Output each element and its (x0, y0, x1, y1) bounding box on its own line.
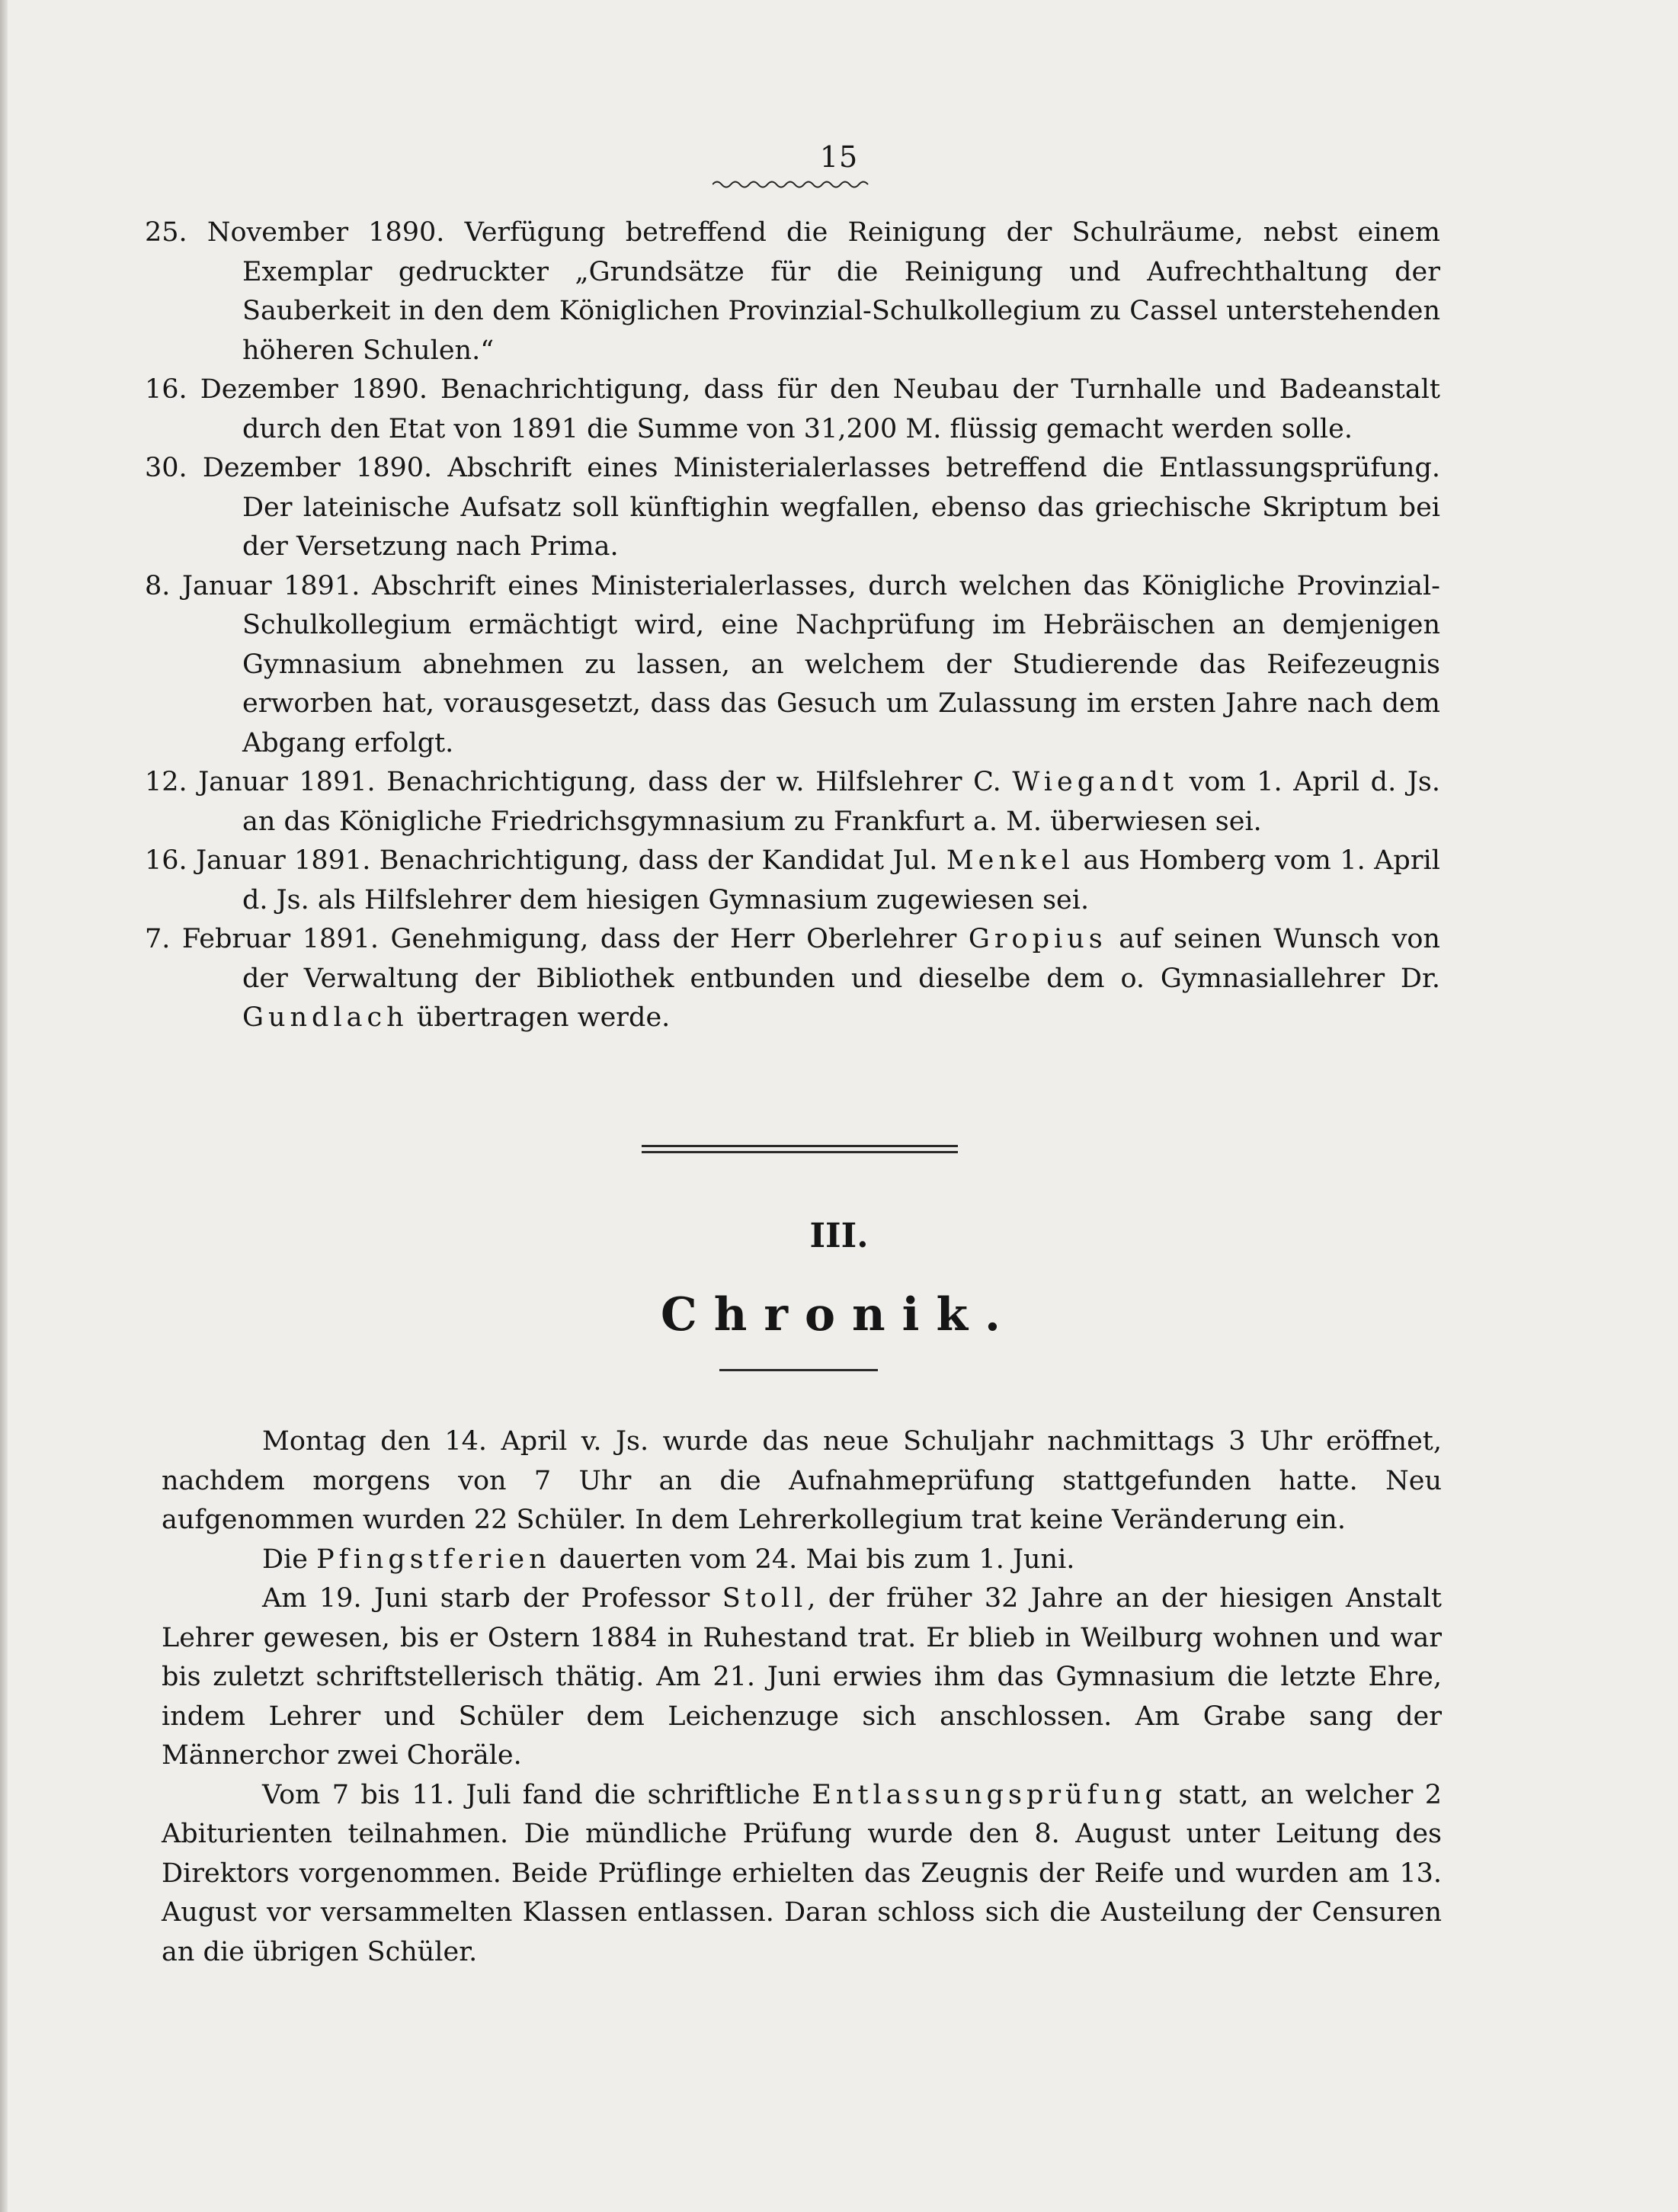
entry-text: Abschrift eines Ministerialerlasses, durch welchen das Königliche Provinzial-Schulkollegium ermächtigt wird, eine Nachprüfung im Hebräischen an demjenigen Gymnasium abnehmen zu lassen, an welchem der Studierende das Reifezeugnis erworben hat, vorausgesetzt, dass das Gesuch um Zulassung im ersten Jahre nach dem Abgang erfolgt. (242, 570, 1441, 758)
paragraph (162, 1422, 1442, 1540)
decree-entry (145, 449, 1440, 567)
decree-entry (145, 370, 1440, 449)
entry-text: Benachrichtigung, dass der Kandidat Jul. (379, 845, 938, 876)
person-name: Wiegandt (1012, 767, 1178, 797)
decree-entry (145, 567, 1440, 764)
entry-date: 16. Dezember 1890. (145, 374, 428, 405)
page-number-ornament (713, 178, 874, 191)
title-underline (719, 1369, 878, 1371)
paragraph (162, 1579, 1442, 1776)
paragraph-text: Am 19. Juni starb der Professor (262, 1583, 710, 1614)
section-title: Chronik. (661, 1288, 1017, 1342)
person-name: Stoll (722, 1583, 808, 1614)
paragraph-text: , der früher 32 Jahre an der hiesigen Anstalt Lehrer gewesen, bis er Ostern 1884 in Ruhestand trat. Er blieb in Weilburg wohnen und war bis zuletzt schriftstellerisch thätig. Am 21. Juni erwies ihm das Gymnasium die letzte Ehre, indem Lehrer und Schüler dem Leichenzuge sich anschlossen. Am Grabe sang der Männerchor zwei Choräle. (162, 1583, 1442, 1771)
paragraph-text: Vom 7 bis 11. Juli fand die schriftliche (262, 1779, 800, 1810)
emphasized-term: Pfingstferien (316, 1544, 551, 1575)
entry-text: Genehmigung, dass der Herr Oberlehrer (390, 924, 957, 954)
entry-date: 30. Dezember 1890. (145, 453, 433, 483)
paragraph (162, 1540, 1442, 1580)
page-edge-shadow (0, 0, 8, 2212)
person-name: Menkel (946, 845, 1075, 876)
entry-date: 12. Januar 1891. (145, 767, 376, 797)
entry-date: 25. November 1890. (145, 217, 445, 248)
page-number: 15 (819, 140, 859, 174)
entry-text: aus Homberg vom 1. April d. Js. als Hilfslehrer dem hiesigen Gymnasium zugewiesen sei. (242, 845, 1440, 915)
paragraph-text: Montag den 14. April v. Js. wurde das neue Schuljahr nachmittags 3 Uhr eröffnet, nachdem morgens von 7 Uhr an die Aufnahmeprüfung stattgefunden hatte. Neu aufgenommen wurden 22 Schüler. In dem Lehrerkollegium trat keine Veränderung ein. (162, 1426, 1442, 1535)
decree-entry (145, 763, 1440, 842)
section-divider (642, 1145, 958, 1157)
decree-entry (145, 213, 1440, 370)
entry-text: Verfügung betreffend die Reinigung der Schulräume, nebst einem Exemplar gedruckter „Grundsätze für die Reinigung und Aufrechthaltung der Sauberkeit in den dem Königlichen Provinzial-Schulkollegium zu Cassel unterstehenden höheren Schulen.“ (242, 217, 1440, 366)
decree-entry (145, 920, 1440, 1038)
entry-text: vom 1. April d. Js. an das Königliche Friedrichsgymnasium zu Frankfurt a. M. überwiesen sei. (242, 767, 1440, 837)
entry-text: auf seinen Wunsch von der Verwaltung der Bibliothek entbunden und dieselbe dem o. Gymnasiallehrer Dr. (242, 924, 1440, 994)
emphasized-term: Entlassungsprüfung (812, 1779, 1167, 1810)
paragraph-text: statt, an welcher 2 Abiturienten teilnahmen. Die mündliche Prüfung wurde den 8. August unter Leitung des Direktors vorgenommen. Beide Prüflinge erhielten das Zeugnis der Reife und wurden am 13. August vor versammelten Klassen entlassen. Daran schloss sich die Austeilung der Censuren an die übrigen Schüler. (162, 1779, 1442, 1967)
decree-entry (145, 842, 1440, 920)
paragraph-text: dauerten vom 24. Mai bis zum 1. Juni. (559, 1544, 1075, 1575)
paragraph-text: Die (262, 1544, 308, 1575)
person-name: Gundlach (242, 1002, 408, 1033)
entry-date: 8. Januar 1891. (145, 570, 360, 601)
decree-list (145, 213, 1440, 1038)
entry-text: übertragen werde. (416, 1002, 671, 1033)
person-name: Gropius (968, 924, 1107, 954)
entry-text: Abschrift eines Ministerialerlasses betreffend die Entlassungsprüfung. Der lateinische Aufsatz soll künftighin wegfallen, ebenso das griechische Skriptum bei der Versetzung nach Prima. (242, 453, 1440, 562)
entry-text: Benachrichtigung, dass für den Neubau der Turnhalle und Badeanstalt durch den Etat von 1891 die Summe von 31,200 M. flüssig gemacht werden solle. (242, 374, 1440, 444)
paragraph (162, 1776, 1442, 1973)
entry-text: Benachrichtigung, dass der w. Hilfslehrer C. (386, 767, 1001, 797)
entry-date: 16. Januar 1891. (145, 845, 371, 876)
section-numeral: III. (809, 1217, 869, 1255)
chronik-body (162, 1422, 1442, 1972)
entry-date: 7. Februar 1891. (145, 924, 379, 954)
